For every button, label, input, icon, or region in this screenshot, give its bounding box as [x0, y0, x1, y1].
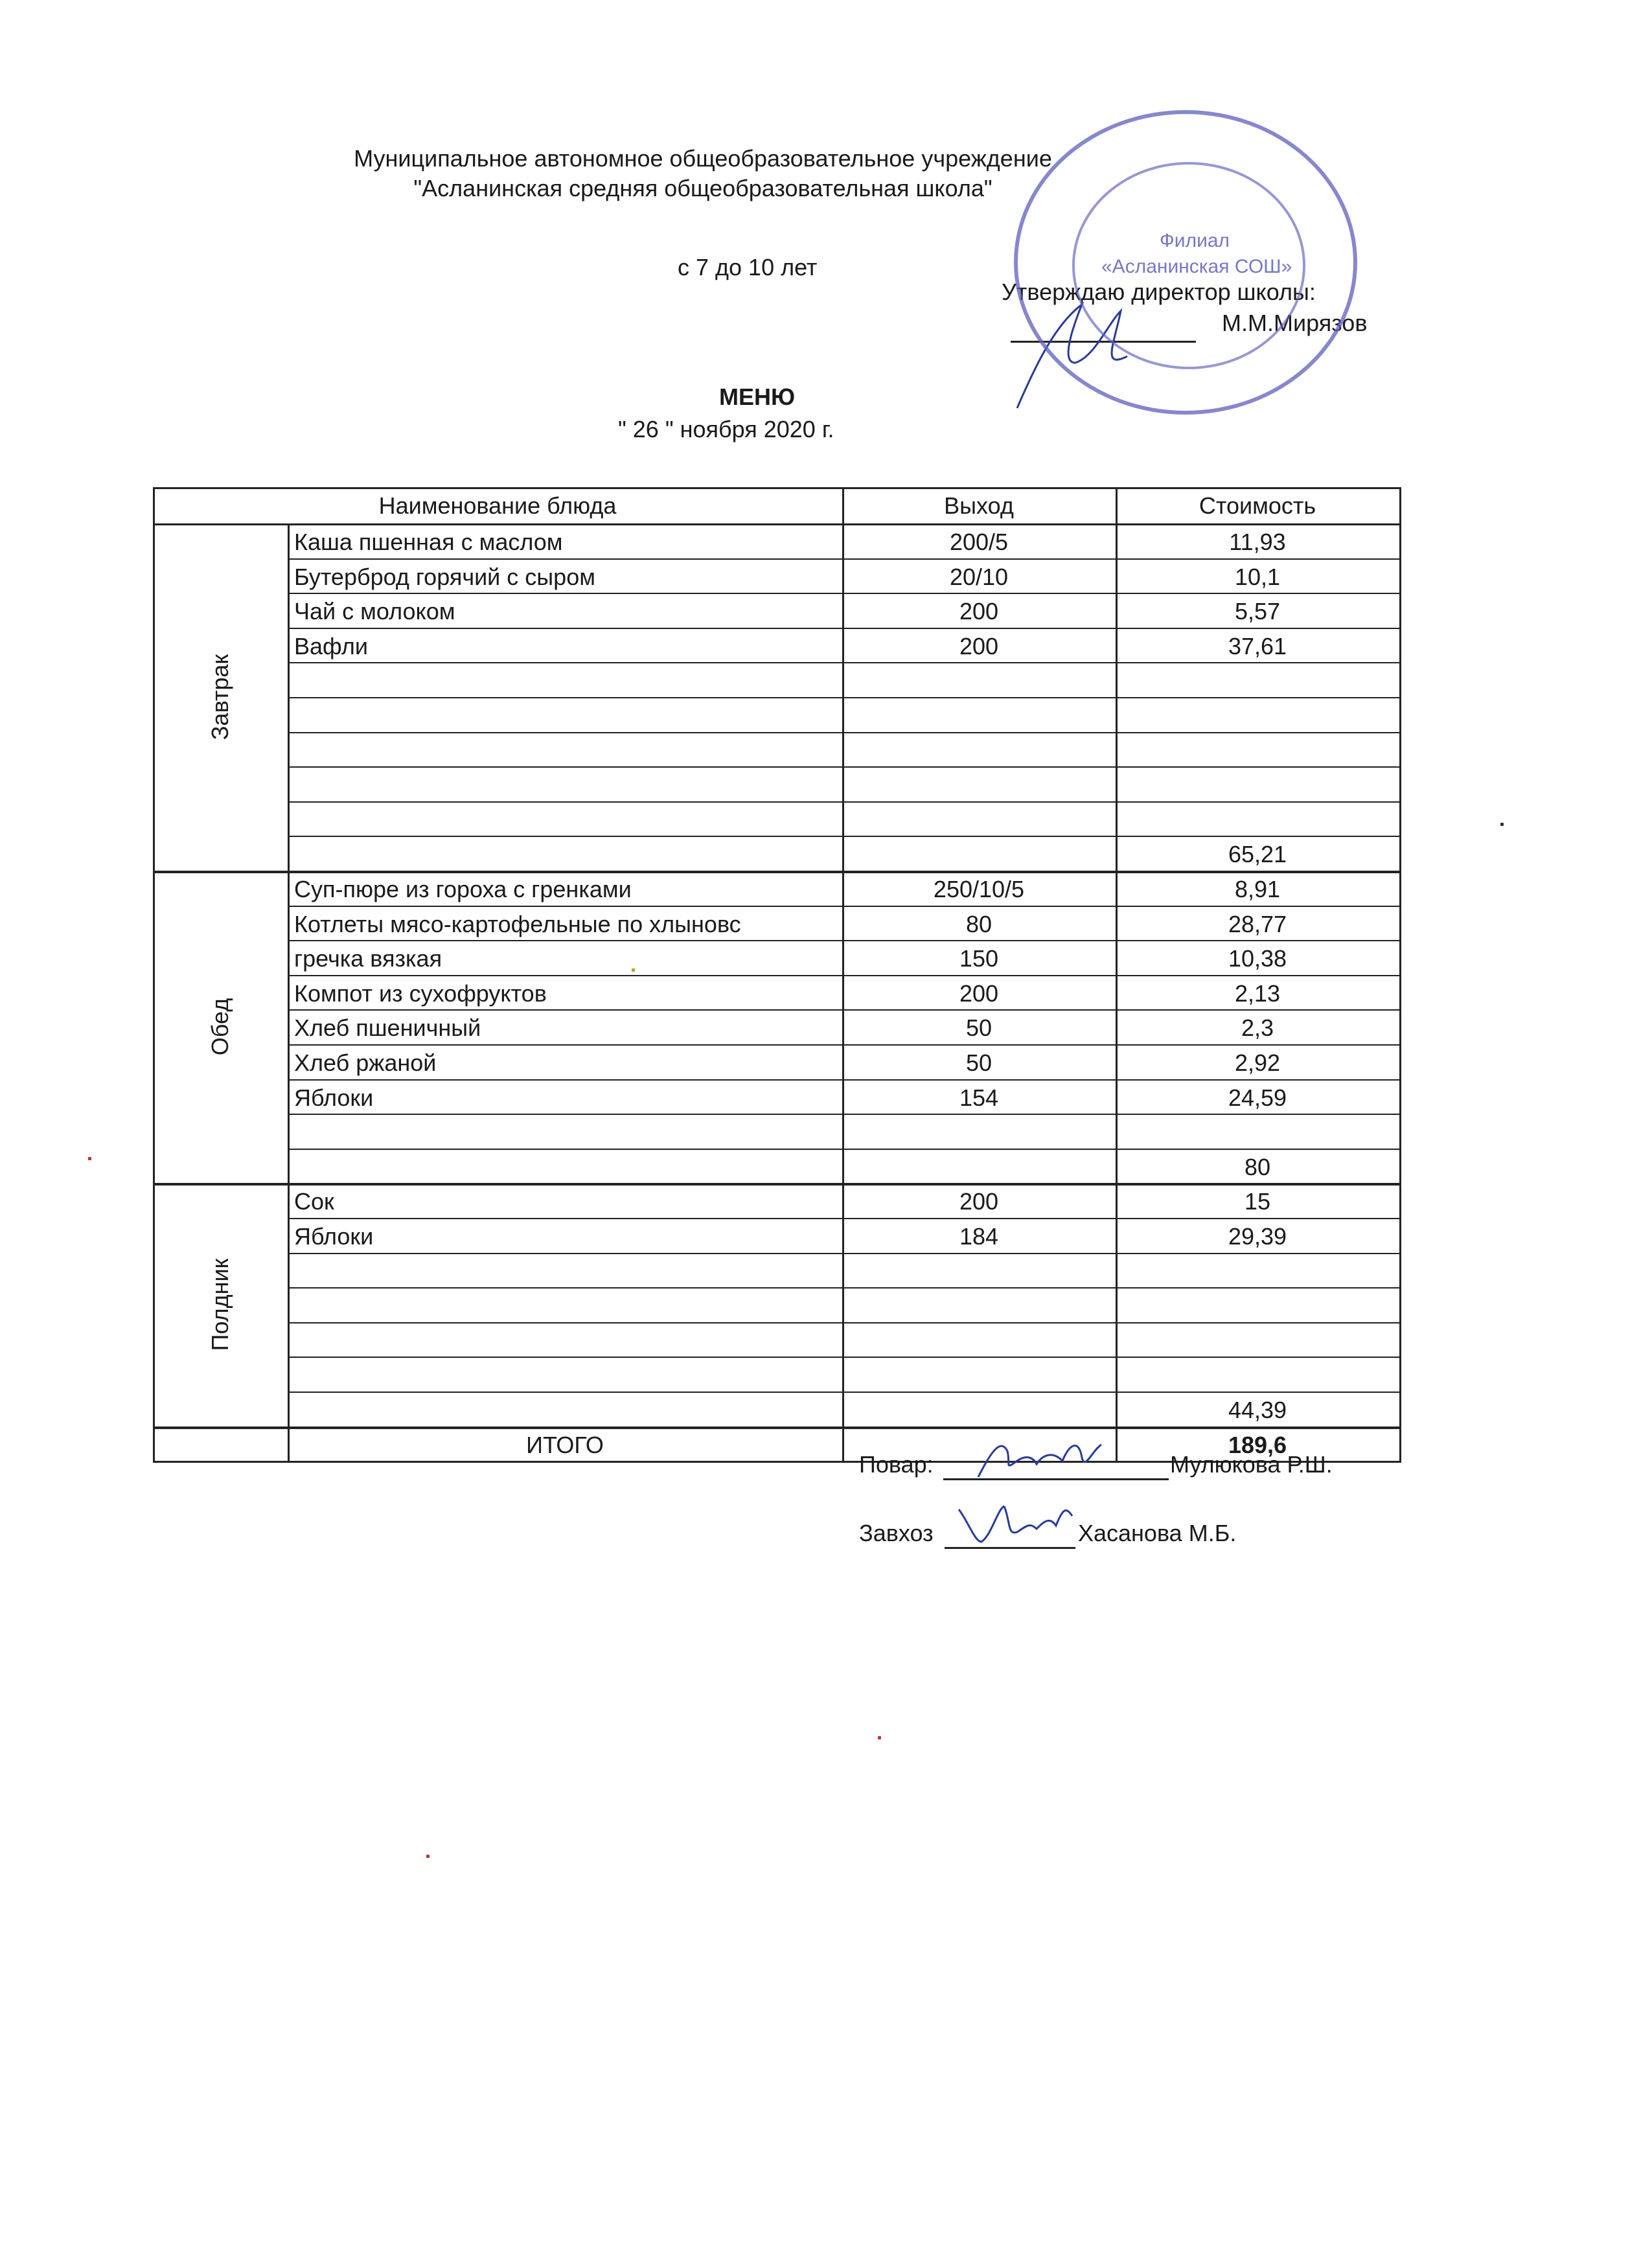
organization-name-line1: Муниципальное автономное общеобразовательное учреждение — [354, 145, 1052, 172]
dish-name: Суп-пюре из гороха с гренками — [294, 876, 632, 902]
table-border-top — [153, 487, 1399, 489]
director-name: М.М.Мирязов — [1222, 310, 1368, 336]
dish-cost: 28,77 — [1228, 910, 1287, 937]
dish-cost: 10,38 — [1228, 945, 1287, 972]
dish-cost: 5,57 — [1234, 598, 1281, 625]
stamp-text-line2: «Асланинская СОШ» — [1101, 256, 1292, 277]
cook-name: Мулюкова Р.Ш. — [1170, 1451, 1333, 1478]
dish-name: Компот из сухофруктов — [294, 979, 547, 1007]
total-cost: 189,6 — [1228, 1431, 1287, 1458]
dish-cost: 2,13 — [1234, 979, 1281, 1007]
dish-name: Котлеты мясо-картофельные по хлыновс — [294, 910, 741, 937]
age-range: с 7 до 10 лет — [678, 254, 818, 281]
dish-output: 50 — [965, 1014, 992, 1042]
dish-output: 150 — [959, 945, 999, 972]
dish-name: гречка вязкая — [294, 945, 442, 972]
dish-cost: 2,92 — [1234, 1049, 1281, 1076]
dish-cost: 29,39 — [1228, 1223, 1287, 1250]
scan-speck — [88, 1157, 91, 1160]
section-divider — [153, 871, 1399, 873]
dish-cost: 37,61 — [1228, 632, 1287, 659]
header-cost: Стоимость — [1199, 492, 1316, 519]
storekeeper-signature — [952, 1496, 1082, 1548]
section-column-divider — [288, 523, 290, 1463]
dish-output: 154 — [959, 1084, 999, 1111]
dish-name: Сок — [294, 1188, 334, 1215]
section-divider — [153, 1426, 1399, 1429]
dish-name: Бутерброд горячий с сыром — [294, 563, 595, 590]
total-label: ИТОГО — [526, 1431, 604, 1458]
dish-output: 200/5 — [949, 529, 1009, 555]
scan-speck — [878, 1736, 881, 1739]
dish-name: Яблоки — [294, 1223, 374, 1250]
scan-speck — [1500, 823, 1504, 826]
menu-date: " 26 " ноября 2020 г. — [618, 416, 834, 442]
cost-column-divider — [1116, 487, 1118, 1463]
dish-cost: 8,91 — [1234, 876, 1281, 902]
section-label: Обед — [207, 998, 233, 1056]
dish-cost: 65,21 — [1228, 841, 1287, 868]
dish-name: Чай с молоком — [294, 598, 455, 625]
dish-output: 80 — [965, 910, 992, 937]
dish-output: 200 — [959, 979, 999, 1007]
dish-name: Каша пшенная с маслом — [294, 529, 563, 555]
dish-output: 200 — [959, 632, 999, 659]
dish-output: 200 — [959, 598, 999, 625]
dish-cost: 80 — [1244, 1153, 1271, 1180]
cook-role: Повар: — [859, 1451, 934, 1478]
dish-name: Хлеб ржаной — [294, 1049, 437, 1076]
dish-output: 20/10 — [949, 563, 1009, 590]
dish-output: 200 — [959, 1188, 999, 1215]
storekeeper-role: Завхоз — [859, 1520, 934, 1546]
section-label: Завтрак — [207, 654, 233, 740]
dish-output: 250/10/5 — [933, 876, 1025, 902]
approval-label: Утверждаю директор школы: — [1002, 279, 1316, 305]
dish-cost: 10,1 — [1234, 563, 1281, 590]
dish-name: Хлеб пшеничный — [294, 1014, 481, 1042]
menu-title: МЕНЮ — [719, 384, 796, 410]
dish-output: 184 — [959, 1223, 999, 1250]
section-divider — [153, 1183, 1399, 1186]
output-column-divider — [842, 487, 844, 1463]
header-output: Выход — [944, 492, 1014, 519]
dish-name: Яблоки — [294, 1084, 374, 1111]
dish-output: 50 — [965, 1049, 992, 1076]
storekeeper-name: Хасанова М.Б. — [1078, 1520, 1237, 1546]
dish-cost: 44,39 — [1228, 1397, 1287, 1423]
dish-cost: 2,3 — [1241, 1014, 1274, 1042]
scan-speck — [632, 968, 635, 972]
cook-signature — [972, 1432, 1114, 1483]
dish-cost: 11,93 — [1229, 529, 1286, 555]
table-border-left — [153, 487, 155, 1463]
dish-cost: 15 — [1244, 1188, 1271, 1215]
dish-cost: 24,59 — [1228, 1084, 1287, 1111]
section-label: Полдник — [207, 1258, 233, 1351]
header-divider — [153, 523, 1399, 525]
scan-speck — [426, 1855, 430, 1858]
stamp-text-line1: Филиал — [1160, 230, 1230, 251]
organization-name-line2: "Асланинская средняя общеобразовательная школа" — [413, 175, 992, 201]
header-name: Наименование блюда — [378, 492, 617, 519]
table-border-right — [1399, 487, 1401, 1463]
dish-name: Вафли — [294, 632, 368, 659]
